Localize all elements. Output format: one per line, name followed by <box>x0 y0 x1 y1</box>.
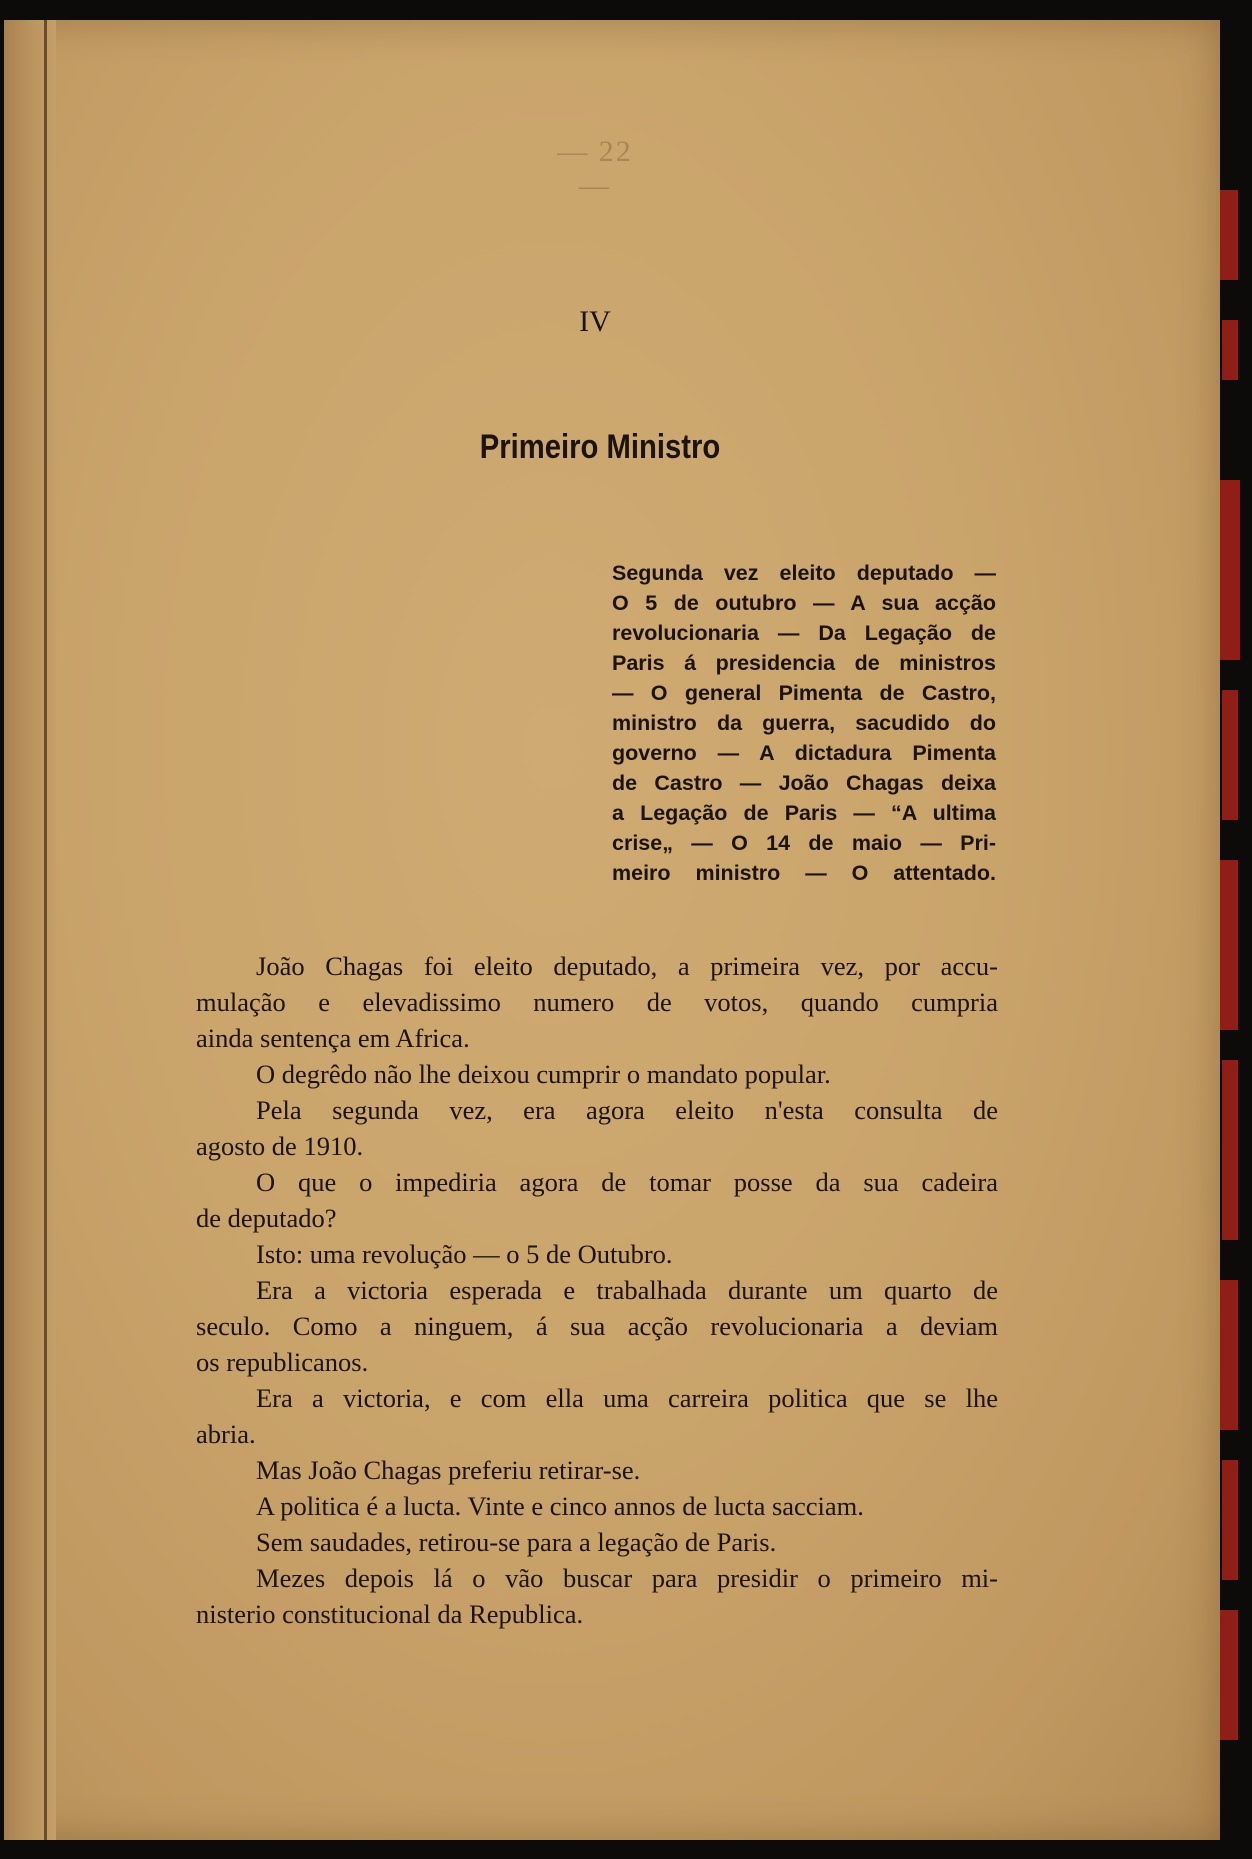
body-line: nisterio constitucional da Republica. <box>196 1599 584 1629</box>
summary-line: Paris á presidencia de ministros <box>612 651 996 675</box>
summary-line: Segunda vez eleito deputado — <box>612 561 996 585</box>
summary-line: ministro da guerra, sacudido do <box>612 711 996 735</box>
summary-line: — O general Pimenta de Castro, <box>612 681 996 705</box>
red-page-edge <box>1220 860 1238 1030</box>
chapter-summary <box>612 558 996 888</box>
page-number: — 22 — <box>557 135 633 202</box>
chapter-title: Primeiro Ministro <box>479 428 721 466</box>
body-line: Sem saudades, retirou-se para a legação de Paris. <box>256 1527 777 1557</box>
body-line: mulação e elevadissimo numero de votos, quando cumpria <box>196 987 998 1017</box>
body-line: Isto: uma revolução — o 5 de Outubro. <box>256 1239 673 1269</box>
body-line: Era a victoria, e com ella uma carreira politica que se lhe <box>256 1383 998 1413</box>
body-line: O degrêdo não lhe deixou cumprir o mandato popular. <box>256 1059 831 1089</box>
body-line: ainda sentença em Africa. <box>196 1023 470 1053</box>
red-page-edge <box>1222 1060 1238 1240</box>
body-line: seculo. Como a ninguem, á sua acção revolucionaria a deviam <box>196 1311 998 1341</box>
body-line: Pela segunda vez, era agora eleito n'esta consulta de <box>256 1095 998 1125</box>
body-line: Era a victoria esperada e trabalhada durante um quarto de <box>256 1275 998 1305</box>
summary-line: a Legação de Paris — “A ultima <box>612 801 996 825</box>
summary-line: revolucionaria — Da Legação de <box>612 621 996 645</box>
binding-crease <box>44 20 47 1840</box>
red-page-edge <box>1222 320 1238 380</box>
body-text <box>196 948 998 1632</box>
body-line: de deputado? <box>196 1203 337 1233</box>
binding-fold <box>4 20 56 1840</box>
chapter-number: IV <box>579 305 611 338</box>
body-line: agosto de 1910. <box>196 1131 364 1161</box>
red-page-edge <box>1220 190 1238 280</box>
red-page-edge <box>1222 690 1238 820</box>
summary-line: de Castro — João Chagas deixa <box>612 771 996 795</box>
body-line: Mas João Chagas preferiu retirar-se. <box>256 1455 641 1485</box>
summary-line: O 5 de outubro — A sua acção <box>612 591 996 615</box>
red-page-edge <box>1220 480 1240 660</box>
red-page-edge <box>1222 1460 1238 1580</box>
body-line: os republicanos. <box>196 1347 369 1377</box>
red-page-edge <box>1220 1610 1238 1740</box>
red-page-edge <box>1220 1280 1238 1430</box>
body-line: A politica é a lucta. Vinte e cinco annos de lucta sacciam. <box>256 1491 864 1521</box>
body-line: João Chagas foi eleito deputado, a primeira vez, por accu- <box>256 951 998 981</box>
body-line: O que o impediria agora de tomar posse da sua cadeira <box>256 1167 998 1197</box>
summary-line: governo — A dictadura Pimenta <box>612 741 996 765</box>
body-line: abria. <box>196 1419 256 1449</box>
summary-line: meiro ministro — O attentado. <box>612 861 996 885</box>
summary-line: crise„ — O 14 de maio — Pri- <box>612 831 996 855</box>
body-line: Mezes depois lá o vão buscar para presidir o primeiro mi- <box>256 1563 998 1593</box>
